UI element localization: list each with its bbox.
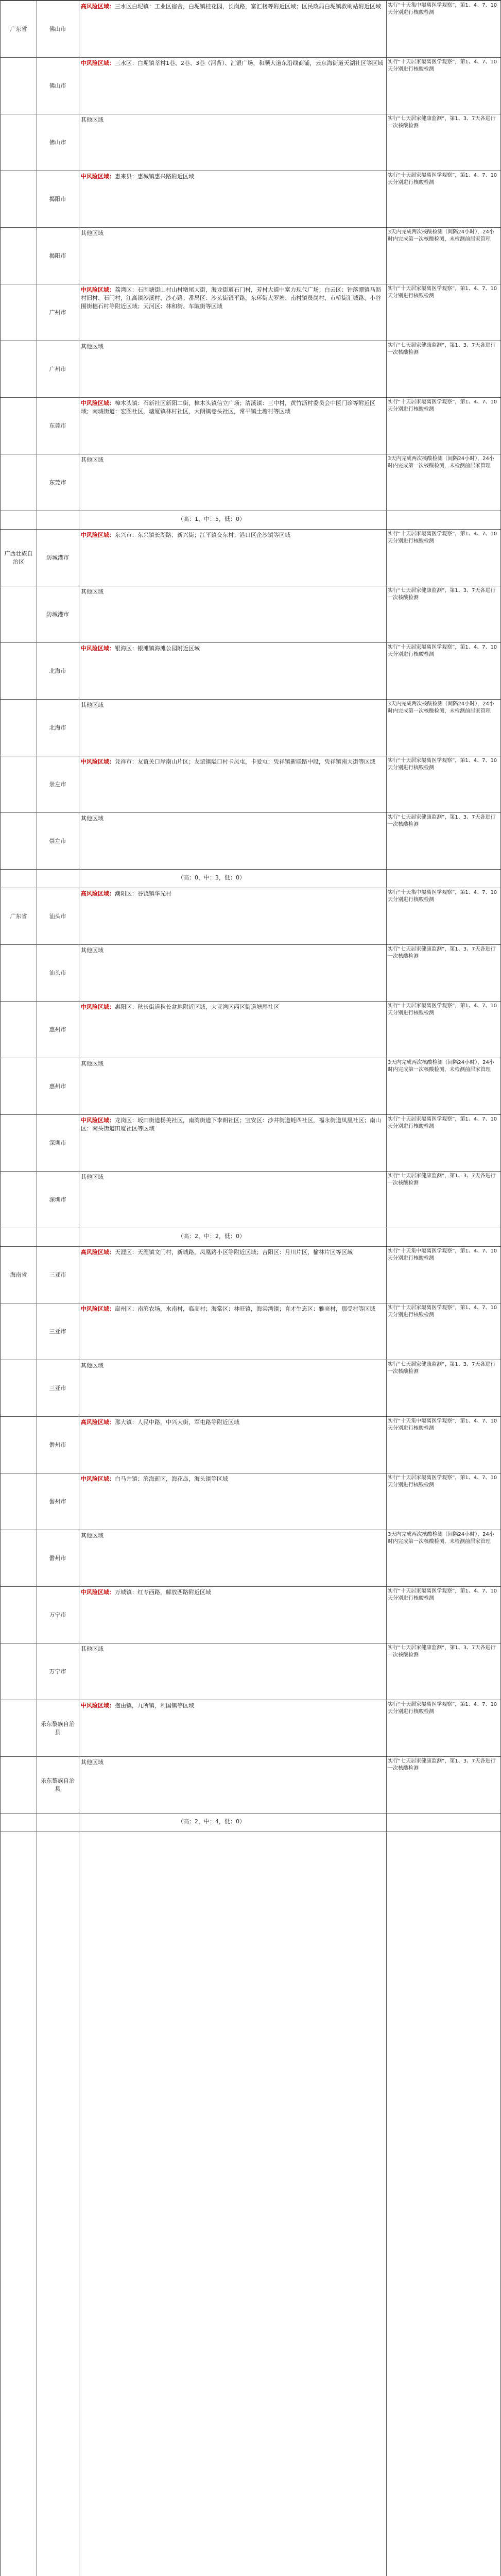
- summary-row: [1, 869, 500, 888]
- risk-level-label: 中风险区域：: [81, 1004, 115, 1010]
- risk-level-label: 中风险区域：: [81, 173, 115, 180]
- table-filler: [1, 1832, 500, 2576]
- city-cell: 乐东黎族自治县: [41, 1777, 75, 1792]
- area-text: 潮阳区：谷饶镇华光村: [115, 890, 171, 897]
- policy-cell: 实行“十天居家隔离医学观察”，第1、4、7、10天分别进行核酸检测: [388, 531, 497, 544]
- area-text-cell: [79, 454, 386, 511]
- city-cell: 佛山市: [49, 26, 66, 32]
- province-cell: [1, 813, 37, 870]
- area-text-cell: [79, 586, 386, 643]
- area-text-cell: [79, 1115, 386, 1172]
- table-row: [1, 1360, 500, 1417]
- area-text-cell: [79, 1172, 386, 1228]
- province-cell: [1, 454, 37, 511]
- city-cell: 万宁市: [49, 1612, 66, 1618]
- area-text-cell: [79, 284, 386, 341]
- area-text: 崖州区：南滨农场，水南村，临高村；海棠区：林旺镇，海棠湾镇；育才生态区：雅亮村，那受村等区域: [115, 1306, 375, 1312]
- city-cell: 东莞市: [49, 422, 66, 429]
- risk-level-label: 高风险区域：: [81, 1419, 115, 1426]
- table-row: [1, 1058, 500, 1115]
- area-text-cell: [79, 1700, 386, 1757]
- summary-text: （高：2，中：4，低：0）: [178, 1818, 245, 1825]
- policy-cell: 实行“十天居家隔离医学观察”，第1、4、7、10天分别进行核酸检测: [388, 399, 497, 412]
- area-text-cell: [79, 643, 386, 700]
- area-text: 那大镇：人民中路，中兴大街，军屯路等附近区域: [115, 1419, 239, 1426]
- policy-cell: 3天内完成两次核酸检测（间隔24小时），24小时内完成第一次核酸检测，未检测前居家管理: [388, 229, 494, 242]
- policy-cell: 3天内完成两次核酸检测（间隔24小时），24小时内完成第一次核酸检测，未检测前居家管理: [388, 1060, 494, 1073]
- risk-level-label: 高风险区域：: [81, 1249, 115, 1256]
- city-cell: 三亚市: [49, 1272, 66, 1278]
- province-cell: [1, 1700, 37, 1757]
- area-text: 龙岗区：坂田街道杨美社区，南湾街道下李朗社区；宝安区：沙井街道蚝四社区，福永街道凤凰社区；南山区：南头街道田厦社区等区域: [81, 1117, 381, 1132]
- area-text-cell: [79, 398, 386, 454]
- area-text: 其他区域: [81, 588, 103, 595]
- city-cell: 儋州市: [49, 1442, 66, 1448]
- policy-cell: 实行“十天集中隔离医学观察”，第1、4、7、10天分别进行核酸检测: [388, 3, 497, 15]
- risk-level-label: 高风险区域：: [81, 3, 115, 10]
- policy-cell: 实行“七天居家健康监测”，第1、3、7天各进行一次核酸检测: [388, 1362, 496, 1375]
- area-text: 凭祥市：友谊关口岸南山片区；友谊镇隘口村卡凤屯，卡爱屯；凭祥镇新联路中段，凭祥镇南大街等区域: [115, 758, 375, 765]
- policy-cell: 实行“十天居家隔离医学观察”，第1、4、7、10天分别进行核酸检测: [388, 1003, 497, 1016]
- area-text: 其他区域: [81, 1646, 103, 1652]
- risk-level-label: 中风险区域：: [81, 400, 115, 406]
- city-cell: 惠州市: [49, 1083, 66, 1090]
- area-text-cell: [79, 756, 386, 813]
- summary-text: （高：2，中：2，低：0）: [178, 1233, 245, 1240]
- table-row: [1, 454, 500, 511]
- summary-row: [1, 1228, 500, 1247]
- area-text-cell: [79, 888, 386, 945]
- area-text: 其他区域: [81, 1362, 103, 1369]
- province-cell: [1, 1643, 37, 1700]
- risk-level-label: 中风险区域：: [81, 1589, 115, 1596]
- area-text: 其他区域: [81, 1532, 103, 1539]
- table-row: [1, 1700, 500, 1757]
- risk-level-label: 中风险区域：: [81, 532, 115, 538]
- table-row: [1, 944, 500, 1002]
- table-row: [1, 1473, 500, 1530]
- table-row: [1, 1303, 500, 1360]
- area-text: 樟木头镇：石新社区新阳二街，樟木头镇信立广场；清溪镇：三中村，黄竹沥村委员会中医门诊等附近区域；南城街道：宏图社区，塘厦镇林村社区，大朗镇巷头社区，常平镇土塘村等区域: [81, 400, 375, 415]
- area-text-cell: [79, 171, 386, 228]
- province-cell: [1, 228, 37, 284]
- city-cell: 北海市: [49, 668, 66, 674]
- table-row: [1, 699, 500, 756]
- table-row: [1, 529, 500, 586]
- province-cell: [1, 643, 37, 700]
- area-text-cell: [79, 1473, 386, 1530]
- table-row: [1, 642, 500, 700]
- area-text: 其他区域: [81, 230, 103, 236]
- province-cell: [1, 171, 37, 228]
- policy-cell: 实行“十天居家隔离医学观察”，第1、4、7、10天分别进行核酸检测: [388, 1702, 497, 1715]
- city-cell: 三亚市: [49, 1328, 66, 1335]
- area-text-cell: [79, 1643, 386, 1700]
- risk-level-label: 高风险区域：: [81, 890, 115, 897]
- policy-cell: 实行“十天居家隔离医学观察”，第1、4、7、10天分别进行核酸检测: [388, 286, 497, 299]
- city-cell: 防城港市: [46, 611, 69, 618]
- policy-cell: 实行“七天居家健康监测”，第1、3、7天各进行一次核酸检测: [388, 116, 496, 129]
- province-cell: [1, 1530, 37, 1587]
- table-row: [1, 1416, 500, 1473]
- area-text-cell: [79, 530, 386, 586]
- summary-text: （高：0，中：3，低：0）: [178, 874, 245, 881]
- city-cell: 揭阳市: [49, 196, 66, 202]
- policy-cell: 实行“七天居家健康监测”，第1、3、7天各进行一次核酸检测: [388, 588, 496, 601]
- risk-level-label: 中风险区域：: [81, 758, 115, 765]
- province-cell: [1, 756, 37, 813]
- city-cell: 东莞市: [49, 479, 66, 486]
- area-text-cell: [79, 58, 386, 114]
- area-text-cell: [79, 341, 386, 398]
- policy-cell: 实行“七天居家健康监测”，第1、3、7天各进行一次核酸检测: [388, 1645, 496, 1658]
- area-text-cell: [79, 1757, 386, 1814]
- city-cell: 揭阳市: [49, 252, 66, 259]
- province-cell: [1, 398, 37, 454]
- policy-cell: 3天内完成两次核酸检测（间隔24小时），24小时内完成第一次核酸检测，未检测前居家管理: [388, 701, 494, 714]
- table-row: [1, 756, 500, 813]
- city-cell: 广州市: [49, 366, 66, 372]
- table-row: [1, 1171, 500, 1228]
- table-row: [1, 171, 500, 228]
- policy-cell: 实行“十天居家隔离医学观察”，第1、4、7、10天分别进行核酸检测: [388, 1475, 497, 1488]
- area-text-cell: [79, 1, 386, 58]
- area-text: 东兴市：东兴镇长湖路、新兴街；江平镇交东村；港口区企沙镇等区域: [115, 532, 290, 538]
- table-row: [1, 1530, 500, 1587]
- table-row: [1, 341, 500, 398]
- area-text-cell: [79, 1417, 386, 1473]
- province-cell: [1, 1303, 37, 1360]
- table-row: [1, 1, 500, 58]
- area-text: 其他区域: [81, 1759, 103, 1766]
- policy-cell: 3天内完成两次核酸检测（间隔24小时），24小时内完成第一次核酸检测，未检测前居家管理: [388, 1532, 494, 1545]
- table-row: [1, 1643, 500, 1700]
- province-cell: [1, 1473, 37, 1530]
- risk-level-label: 中风险区域：: [81, 1306, 115, 1312]
- summary-row: [1, 511, 500, 530]
- table-row: [1, 227, 500, 284]
- province-cell: [1, 114, 37, 171]
- table-row: [1, 284, 500, 341]
- area-text-cell: [79, 700, 386, 756]
- city-cell: 儋州市: [49, 1555, 66, 1562]
- city-cell: 崇左市: [49, 781, 66, 788]
- area-text: 其他区域: [81, 1174, 103, 1180]
- risk-level-label: 中风险区域：: [81, 645, 115, 652]
- area-text-cell: [79, 813, 386, 870]
- area-text: 万城镇：红专西路，解放西路附近区域: [115, 1589, 211, 1596]
- province-cell: [1, 1417, 37, 1473]
- province-cell: [1, 1172, 37, 1228]
- policy-cell: 实行“十天居家隔离医学观察”，第1、4、7、10天分别进行核酸检测: [388, 59, 497, 72]
- table-row: [1, 812, 500, 870]
- policy-cell: 实行“十天居家隔离医学观察”，第1、4、7、10天分别进行核酸检测: [388, 173, 497, 185]
- province-cell: [1, 1587, 37, 1643]
- policy-cell: 实行“七天居家健康监测”，第1、3、7天各进行一次核酸检测: [388, 343, 496, 355]
- table-row: [1, 1114, 500, 1172]
- policy-cell: 实行“十天集中隔离医学观察”，第1、4、7、10天分别进行核酸检测: [388, 1418, 497, 1431]
- province-cell: [1, 700, 37, 756]
- policy-cell: 实行“十天居家隔离医学观察”，第1、4、7、10天分别进行核酸检测: [388, 645, 497, 657]
- table-row: [1, 1246, 500, 1303]
- province-cell: [1, 284, 37, 341]
- city-cell: 广州市: [49, 309, 66, 316]
- city-cell: 万宁市: [49, 1668, 66, 1675]
- city-cell: 儋州市: [49, 1498, 66, 1505]
- province-cell: [1, 1002, 37, 1058]
- policy-cell: 实行“十天集中隔离医学观察”，第1、4、7、10天分别进行核酸检测: [388, 1248, 497, 1261]
- table-row: [1, 57, 500, 114]
- area-text: 惠阳区：秋长街道秋长盆地附近区域，大亚湾区西区街道塘尾社区: [115, 1004, 279, 1010]
- table-row: [1, 114, 500, 171]
- city-cell: 惠州市: [49, 1026, 66, 1033]
- risk-level-label: 中风险区域：: [81, 286, 115, 293]
- area-text: 其他区域: [81, 1060, 103, 1067]
- area-text: 白马井镇：滨海新区，海花岛，海头镇等区域: [115, 1476, 228, 1482]
- province-cell: [1, 58, 37, 114]
- city-cell: 佛山市: [49, 139, 66, 146]
- area-text-cell: [79, 1002, 386, 1058]
- province-cell: 广东省: [10, 913, 27, 920]
- area-text: 三水区白坭镇：工业区宿舍，白坭镇桂花园，长岗路，富汇楼等附近区域；区民政局白坭镇救助站附近区域: [115, 3, 381, 10]
- area-text-cell: [79, 1587, 386, 1643]
- table-row: [1, 586, 500, 643]
- area-text: 其他区域: [81, 815, 103, 822]
- city-cell: 崇左市: [49, 838, 66, 844]
- table-row: [1, 1756, 500, 1814]
- province-cell: 广东省: [10, 26, 27, 32]
- area-text: 其他区域: [81, 343, 103, 350]
- summary-row: [1, 1813, 500, 1832]
- city-cell: 乐东黎族自治县: [41, 1721, 75, 1736]
- policy-cell: 实行“十天居家隔离医学观察”，第1、4、7、10天分别进行核酸检测: [388, 758, 497, 771]
- area-text: 银海区：银滩镇海滩公园附近区域: [115, 645, 200, 652]
- area-text: 其他区域: [81, 116, 103, 123]
- province-cell: [1, 586, 37, 643]
- area-text: 抱由镇，九所镇，利国镇等区域: [115, 1702, 194, 1709]
- table-row: [1, 397, 500, 454]
- city-cell: 汕头市: [49, 913, 66, 920]
- city-cell: 佛山市: [49, 82, 66, 89]
- risk-level-label: 中风险区域：: [81, 60, 115, 66]
- summary-text: （高：1，中：5，低：0）: [178, 516, 245, 522]
- province-cell: 海南省: [10, 1272, 27, 1278]
- city-cell: 三亚市: [49, 1385, 66, 1392]
- city-cell: 汕头市: [49, 970, 66, 976]
- area-text-cell: [79, 228, 386, 284]
- area-text: 天涯区：天涯镇文门村，新城路，凤凰路小区等附近区域；吉阳区：月川片区，榆林片区等区域: [115, 1249, 353, 1256]
- area-text-cell: [79, 1058, 386, 1115]
- risk-level-label: 中风险区域：: [81, 1702, 115, 1709]
- area-text-cell: [79, 1247, 386, 1303]
- city-cell: 防城港市: [46, 554, 69, 561]
- city-cell: 深圳市: [49, 1196, 66, 1203]
- province-cell: [1, 1757, 37, 1814]
- province-cell: 广西壮族自治区: [4, 550, 33, 565]
- policy-cell: 实行“七天居家健康监测”，第1、3、7天各进行一次核酸检测: [388, 946, 496, 959]
- risk-level-label: 中风险区域：: [81, 1117, 115, 1124]
- table-row: [1, 888, 500, 945]
- province-cell: [1, 1058, 37, 1115]
- policy-cell: 3天内完成两次核酸检测（间隔24小时），24小时内完成第一次核酸检测，未检测前居家管理: [388, 456, 494, 469]
- area-text: 荔湾区：石围塘街山村山村墩尾大街，海龙街道石门村，芳村大道中富力现代广场；白云区：钟落潭镇马沥村旧村、石门村，江高镇沙溪村、沙心路；番禺区：沙头街银平路，东环街大罗塘、南村镇员岗村、市桥街汇城路、小谷围街穗石村等附近区域；天河区：林和街、车陂街等区域: [81, 286, 381, 310]
- province-cell: [1, 1115, 37, 1172]
- area-text-cell: [79, 1303, 386, 1360]
- area-text-cell: [79, 945, 386, 1002]
- province-cell: [1, 341, 37, 398]
- policy-cell: 实行“十天居家隔离医学观察”，第1、4、7、10天分别进行核酸检测: [388, 1116, 497, 1129]
- policy-cell: 实行“七天居家健康监测”，第1、3、7天各进行一次核酸检测: [388, 1758, 496, 1771]
- area-text: 三水区：白坭镇莘村1巷、2巷、3巷（河背）、汇银广场，和顺大道东沿线商铺，云东海街道天湖社区等区域: [115, 60, 384, 66]
- policy-cell: 实行“七天居家健康监测”，第1、3、7天各进行一次核酸检测: [388, 815, 496, 827]
- policy-cell: 实行“十天居家隔离医学观察”，第1、4、7、10天分别进行核酸检测: [388, 1588, 497, 1601]
- area-text-cell: [79, 114, 386, 171]
- table-row: [1, 1001, 500, 1058]
- area-text: 其他区域: [81, 702, 103, 708]
- policy-cell: 实行“七天居家健康监测”，第1、3、7天各进行一次核酸检测: [388, 1173, 496, 1186]
- table-row: [1, 1586, 500, 1643]
- risk-level-label: 中风险区域：: [81, 1476, 115, 1482]
- area-text-cell: [79, 1530, 386, 1587]
- area-text: 其他区域: [81, 456, 103, 463]
- city-cell: 北海市: [49, 724, 66, 731]
- city-cell: 深圳市: [49, 1140, 66, 1146]
- area-text: 惠来县：惠城镇惠兴路附近区域: [115, 173, 194, 180]
- province-cell: [1, 1360, 37, 1417]
- area-text-cell: [79, 1360, 386, 1417]
- policy-cell: 实行“十天集中隔离医学观察”，第1、4、7、10天分别进行核酸检测: [388, 890, 497, 903]
- policy-cell: 实行“十天居家隔离医学观察”，第1、4、7、10天分别进行核酸检测: [388, 1305, 497, 1318]
- area-text: 其他区域: [81, 947, 103, 954]
- province-cell: [1, 945, 37, 1002]
